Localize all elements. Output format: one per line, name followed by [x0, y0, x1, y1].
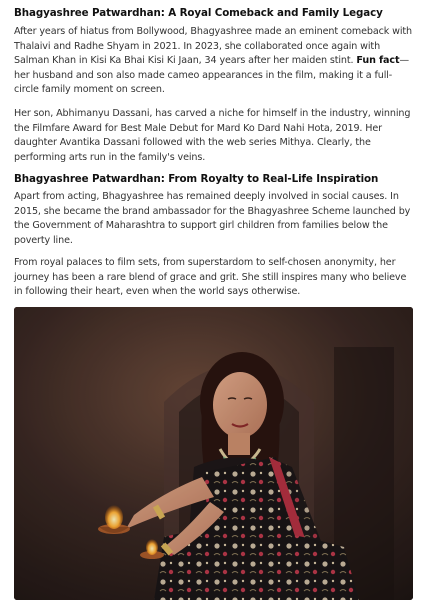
paragraph-social-causes: Apart from acting, Bhagyashree has remained deeply involved in social causes. In 2015, she became the brand ambassador for the Bhagyashree Scheme launched by the Government of Maharashtra to support girl children from families below the poverty line. [14, 191, 411, 246]
article-photo [14, 307, 413, 600]
fun-fact-label: Fun fact [356, 55, 400, 67]
paragraph-comeback-tail: —her husband and son also made cameo appearances in the film, making it a full-circle family moment on screen. [14, 55, 409, 96]
paragraph-journey: From royal palaces to film sets, from superstardom to self-chosen anonymity, her journey has been a rare blend of grace and grit. She still inspires many who believe in following their heart, even when the world says otherwise. [14, 257, 407, 298]
paragraph-comeback [14, 25, 413, 98]
photo-illustration [14, 307, 413, 600]
section-heading-royal-comeback: Bhagyashree Patwardhan: A Royal Comeback and Family Legacy [14, 7, 383, 19]
paragraph-family: Her son, Abhimanyu Dassani, has carved a niche for himself in the industry, winning the Filmfare Award for Best Male Debut for Mard Ko Dard Nahi Hota, 2019. Her daughter Avantika Dassani followed with the web series Mithya. Clearly, the performing arts run in the family's veins. [14, 108, 411, 163]
section-heading-royalty-inspiration: Bhagyashree Patwardhan: From Royalty to Real-Life Inspiration [14, 173, 379, 185]
paragraph-comeback-text: After years of hiatus from Bollywood, Bhagyashree made an eminent comeback with Thalaivi and Radhe Shyam in 2021. In 2023, she collaborated once again with Salman Khan in Kisi Ka Bhai Kisi Ki Jaan, 34 years after her maiden stint. [14, 26, 412, 67]
